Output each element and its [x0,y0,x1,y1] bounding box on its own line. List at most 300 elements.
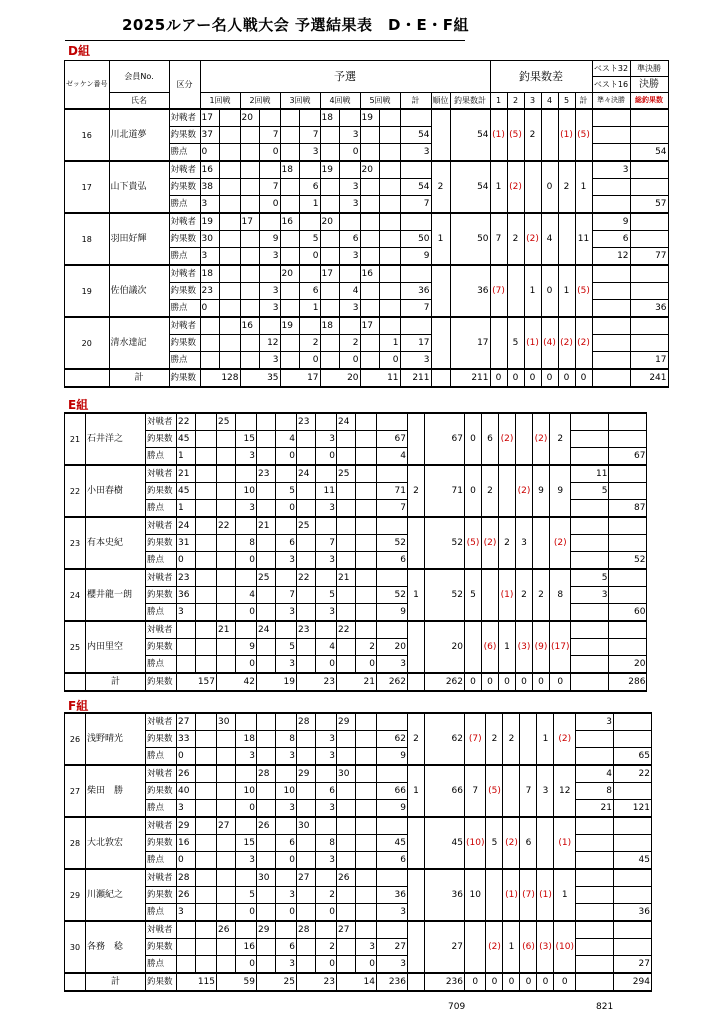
sum-cell: 3 [377,956,408,974]
row-label: 対戦者 [146,921,177,939]
best-cell [571,448,609,466]
points-cell: 0 [259,196,280,214]
points-cell: 3 [316,552,337,570]
diff-col-header: 2 [507,93,524,110]
points-cell [297,748,316,766]
diff-cell: 7 [465,765,486,817]
best-cell [592,283,630,300]
diff-cell: (1) [524,317,541,369]
grand-total-cell: 241 [630,369,668,387]
semi-cell [613,817,651,835]
total-catch-cell: 36 [630,300,668,318]
zekken-number: 25 [65,621,86,673]
opponent-cell [257,413,276,431]
opponent-cell: 27 [217,817,236,835]
round-total-cell: 25 [257,973,297,991]
diff-cell: (10) [554,921,575,973]
catch-cell [297,483,316,500]
semi-cell [613,783,651,800]
opponent-cell [236,713,257,731]
diff-cell: 8 [550,569,571,621]
opponent-cell [339,161,360,179]
catch-cell [337,835,356,852]
best-cell [592,196,630,214]
total-catch-cell: 65 [613,748,651,766]
diff-cell: 5 [486,817,503,869]
diff-total-cell: 0 [541,369,558,387]
semi-cell [613,921,651,939]
best-cell: 8 [575,783,613,800]
opponent-cell: 22 [337,621,356,639]
rank-cell: 2 [408,713,425,765]
opponent-cell [240,265,259,283]
sum-cell: 3 [400,352,431,370]
points-cell [257,800,276,818]
catch-total-cell: 36 [450,265,490,317]
points-cell: 0 [299,248,320,266]
opponent-cell [196,465,217,483]
best-cell [592,300,630,318]
diff-cell: (3) [537,921,554,973]
diff-cell: (2) [524,213,541,265]
rank-cell: 2 [408,465,425,517]
catch-cell: 6 [276,535,297,552]
diff-col-header: 5 [558,93,575,110]
opponent-cell [177,921,196,939]
diff-total-cell: 0 [520,973,537,991]
catch-cell [297,731,316,748]
diff-cell: 10 [465,869,486,921]
zekken-number: 30 [65,921,86,973]
opponent-cell [196,869,217,887]
diff-col-header: 3 [524,93,541,110]
diff-cell: (2) [499,413,516,465]
semi-cell [613,731,651,748]
player-row [65,713,652,731]
best-cell: 3 [571,587,609,604]
opponent-cell [276,921,297,939]
catch-cell [177,939,196,956]
best-cell [592,317,630,335]
points-cell: 3 [339,248,360,266]
points-cell: 3 [276,552,297,570]
sum-cell: 45 [377,835,408,852]
best-cell: 5 [571,569,609,587]
opponent-cell: 27 [337,921,356,939]
points-cell [257,604,276,622]
opponent-cell: 30 [297,817,316,835]
points-cell [219,352,240,370]
points-cell [257,552,276,570]
catch-total-cell: 66 [425,765,465,817]
rank-cell: 1 [431,213,450,265]
points-cell [337,748,356,766]
opponent-cell [356,869,377,887]
catch-cell [297,587,316,604]
diff-total-cell: 0 [465,673,482,691]
row-label: 釣果数 [146,887,177,904]
catch-cell [297,939,316,956]
row-label: 釣果数 [169,179,200,196]
rank-cell [408,413,425,465]
opponent-cell [217,765,236,783]
opponent-cell [259,265,280,283]
diff-total-cell: 0 [499,673,516,691]
catch-cell: 45 [177,483,196,500]
semi-cell [609,431,647,448]
points-cell: 3 [177,800,196,818]
best-cell [575,956,613,974]
opponent-cell [236,413,257,431]
points-cell: 3 [259,300,280,318]
diff-cell: 1 [575,161,592,213]
opponent-cell [276,765,297,783]
opponent-cell: 22 [177,413,196,431]
diff-cell: 1 [524,265,541,317]
opponent-cell: 19 [200,213,219,231]
player-name: 有本史紀 [86,517,146,569]
player-row [65,569,647,587]
catch-cell [379,179,400,196]
diff-cell: 2 [524,109,541,161]
sum-cell: 17 [400,335,431,352]
total-kubun: 釣果数 [146,973,177,991]
points-cell [337,552,356,570]
points-cell: 0 [356,956,377,974]
opponent-cell: 23 [257,465,276,483]
points-cell [337,656,356,674]
opponent-cell: 26 [337,869,356,887]
points-cell [217,500,236,518]
round-total-cell: 115 [177,973,217,991]
points-cell: 0 [299,352,320,370]
points-cell [379,248,400,266]
rank-cell [408,921,425,973]
opponent-cell: 23 [297,621,316,639]
points-cell: 0 [339,352,360,370]
best-cell: 5 [571,483,609,500]
opponent-cell: 28 [177,869,196,887]
rank-cell [408,817,425,869]
catch-cell [337,483,356,500]
kubun-header: 区分 [169,61,200,110]
diff-cell: 11 [575,213,592,265]
catch-cell: 10 [236,483,257,500]
points-cell: 3 [316,748,337,766]
points-cell: 0 [236,656,257,674]
points-cell: 0 [276,852,297,870]
catch-cell [196,887,217,904]
points-cell: 3 [276,604,297,622]
best-cell [592,179,630,196]
round-total-cell: 59 [217,973,257,991]
catch-cell [196,535,217,552]
diff-cell [516,413,533,465]
best-cell [592,335,630,352]
points-cell: 3 [316,500,337,518]
semi-cell [609,535,647,552]
points-cell: 3 [276,800,297,818]
points-cell [196,800,217,818]
total-catch-cell: 52 [609,552,647,570]
opponent-cell: 23 [177,569,196,587]
points-cell [217,904,236,922]
total-catch-cell: 67 [609,448,647,466]
rank-cell [431,109,450,161]
opponent-cell: 26 [257,817,276,835]
opponent-cell [316,869,337,887]
total-catch-cell: 87 [609,500,647,518]
opponent-cell: 20 [360,161,379,179]
opponent-cell [259,109,280,127]
diff-total-cell: 0 [558,369,575,387]
catch-total-cell: 27 [425,921,465,973]
points-cell: 3 [200,248,219,266]
sum-cell [400,213,431,231]
catch-cell: 8 [236,535,257,552]
opponent-cell [196,621,217,639]
opponent-cell [356,569,377,587]
catch-cell [360,179,379,196]
points-cell: 0 [339,144,360,162]
diff-total-cell: 0 [554,973,575,991]
semi-cell [609,621,647,639]
sum-total-cell: 262 [377,673,408,691]
semi-cell [613,869,651,887]
points-cell: 0 [177,552,196,570]
results-table-E組 [64,412,647,692]
diff-cell [482,569,499,621]
points-cell [196,500,217,518]
catch-cell [337,939,356,956]
best-cell [575,939,613,956]
grand-total-cell: 286 [609,673,647,691]
zekken-number: 18 [65,213,110,265]
sum-cell [377,765,408,783]
opponent-cell: 28 [297,713,316,731]
points-cell [320,352,339,370]
diff-cell: 0 [465,413,482,465]
opponent-cell: 23 [297,413,316,431]
opponent-cell [280,109,299,127]
opponent-cell: 29 [337,713,356,731]
diff-cell: (5) [507,109,524,161]
diff-cell: (2) [516,465,533,517]
opponent-cell [316,569,337,587]
zekken-number: 17 [65,161,110,213]
semi-cell [613,713,651,731]
opponent-cell [236,869,257,887]
row-label: 釣果数 [169,335,200,352]
points-cell: 0 [316,448,337,466]
opponent-cell [316,621,337,639]
opponent-cell [356,413,377,431]
opponent-cell: 29 [257,921,276,939]
opponent-cell: 27 [297,869,316,887]
points-cell [217,552,236,570]
group-label: E組 [68,398,89,412]
points-cell [240,144,259,162]
row-label: 釣果数 [146,483,177,500]
points-cell: 3 [316,800,337,818]
catch-cell [196,939,217,956]
points-cell [177,656,196,674]
opponent-cell [276,413,297,431]
catch-cell [379,283,400,300]
catch-cell [240,283,259,300]
catch-cell: 4 [316,639,337,656]
opponent-cell [196,921,217,939]
total-catch-cell: 27 [613,956,651,974]
points-cell: 3 [259,248,280,266]
opponent-cell: 19 [280,317,299,335]
player-row [65,465,647,483]
diff-cell: 0 [465,465,482,517]
catch-cell [360,127,379,144]
diff-cell: 1 [558,265,575,317]
diff-total-cell: 0 [533,673,550,691]
name-header: 氏名 [109,93,169,110]
points-cell [360,196,379,214]
points-cell [337,500,356,518]
best-cell [571,535,609,552]
points-cell: 1 [299,196,320,214]
catch-cell [297,431,316,448]
sum-cell: 50 [400,231,431,248]
opponent-cell: 30 [337,765,356,783]
opponent-cell [356,817,377,835]
opponent-cell [236,569,257,587]
opponent-cell: 21 [217,621,236,639]
semi-cell [609,569,647,587]
player-name: 内田里空 [86,621,146,673]
points-cell: 0 [236,552,257,570]
opponent-cell [236,921,257,939]
row-label: 釣果数 [146,639,177,656]
points-cell [356,852,377,870]
catch-cell [356,431,377,448]
diff-cell: (2) [507,161,524,213]
catch-cell [219,335,240,352]
catch-cell [240,231,259,248]
points-cell [379,144,400,162]
catch-cell [196,639,217,656]
row-label: 対戦者 [146,869,177,887]
best-cell [592,352,630,370]
sum-cell: 9 [377,800,408,818]
catch-total-cell: 17 [450,317,490,369]
diff-cell [503,765,520,817]
sum-cell [400,317,431,335]
points-cell [217,748,236,766]
diff-cell: 2 [516,569,533,621]
catch-cell: 1 [379,335,400,352]
total-catch-cell: 36 [613,904,651,922]
catch-cell [356,783,377,800]
points-cell: 0 [200,144,219,162]
points-cell [320,300,339,318]
row-label: 釣果数 [146,731,177,748]
catch-cell [200,335,219,352]
opponent-cell [219,213,240,231]
catch-total-header: 釣果数計 [450,93,490,110]
diff-total-cell: 0 [486,973,503,991]
points-cell: 0 [177,748,196,766]
sum-cell: 20 [377,639,408,656]
best-cell [575,887,613,904]
semi-cell [630,317,668,335]
catch-cell: 26 [177,887,196,904]
catch-cell: 2 [316,887,337,904]
opponent-cell [337,517,356,535]
sum-cell [377,621,408,639]
points-cell [219,144,240,162]
diff-cell: 5 [465,569,482,621]
diff-cell: (2) [554,713,575,765]
diff-cell: 2 [499,517,516,569]
sum-cell: 7 [400,196,431,214]
points-cell [337,800,356,818]
sum-cell: 52 [377,587,408,604]
sum-cell [377,869,408,887]
points-cell: 0 [379,352,400,370]
best-cell: 12 [592,248,630,266]
rank-cell [408,517,425,569]
best-cell [571,500,609,518]
catch-cell [219,231,240,248]
opponent-cell [219,317,240,335]
best-cell [575,852,613,870]
catch-total-cell: 67 [425,413,465,465]
catch-total-cell: 54 [450,161,490,213]
opponent-cell [236,817,257,835]
catch-cell [257,887,276,904]
sum-cell [377,465,408,483]
opponent-cell: 25 [257,569,276,587]
points-cell: 0 [236,604,257,622]
diff-cell: (1) [503,869,520,921]
points-cell: 0 [236,800,257,818]
player-row [65,921,652,939]
zekken-number: 24 [65,569,86,621]
results-table-F組 [64,712,652,992]
catch-cell [337,887,356,904]
points-cell [356,748,377,766]
diff-cell [465,621,482,673]
catch-cell [320,231,339,248]
catch-cell: 5 [276,639,297,656]
opponent-cell: 16 [280,213,299,231]
opponent-cell: 26 [217,921,236,939]
points-cell: 3 [236,852,257,870]
catch-cell [280,127,299,144]
catch-cell [257,535,276,552]
diff-cell: 0 [541,161,558,213]
best-cell: 6 [592,231,630,248]
zekken-header: ゼッケン番号 [65,61,110,110]
group-total-row [65,673,647,691]
opponent-cell [337,817,356,835]
opponent-cell [356,765,377,783]
row-label: 勝点 [169,300,200,318]
opponent-cell [217,869,236,887]
opponent-cell [196,765,217,783]
player-row [65,265,669,283]
best-cell [571,604,609,622]
catch-cell [217,483,236,500]
diff-total-cell: 0 [507,369,524,387]
catch-cell: 6 [339,231,360,248]
